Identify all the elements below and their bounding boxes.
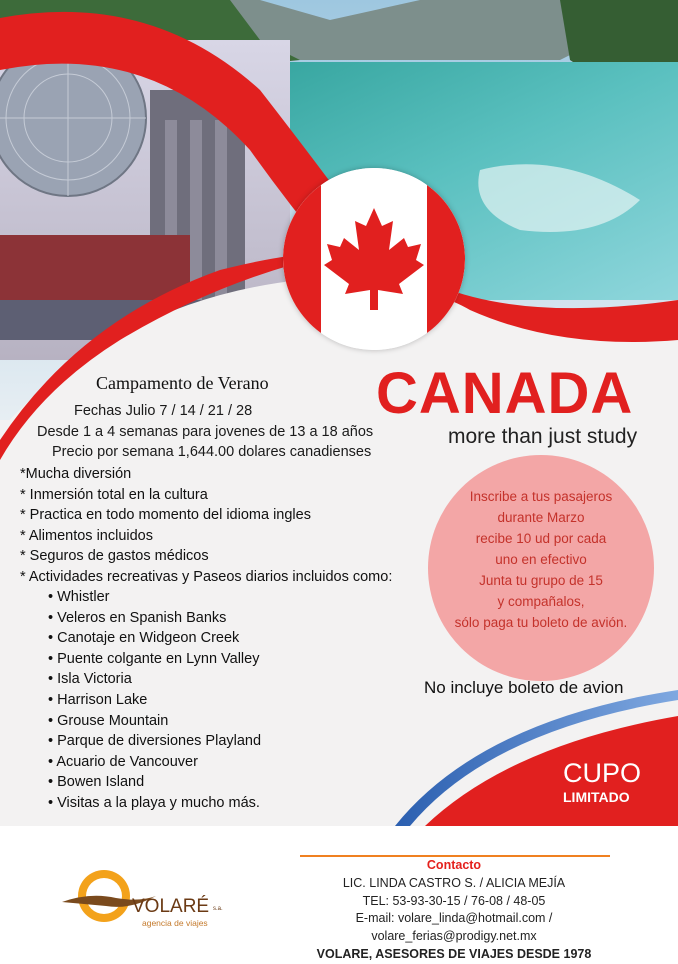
camp-dates: Fechas Julio 7 / 14 / 21 / 28 <box>74 403 253 419</box>
contact-email-1[interactable]: E-mail: volare_linda@hotmail.com / <box>355 911 553 926</box>
maple-leaf-icon <box>283 168 465 350</box>
list-item: • Acuario de Vancouver <box>48 752 261 773</box>
contact-names: LIC. LINDA CASTRO S. / ALICIA MEJÍA <box>342 875 566 890</box>
list-item: • Whistler <box>48 587 261 608</box>
list-item: * Inmersión total en la cultura <box>20 486 208 503</box>
contact-tel: TEL: 53-93-30-15 / 76-08 / 48-05 <box>362 893 546 908</box>
list-item: • Isla Victoria <box>48 669 261 690</box>
list-item: • Bowen Island <box>48 772 261 793</box>
contact-tagline: VOLARE, ASESORES DE VIAJES DESDE 1978 <box>316 946 592 961</box>
list-item: * Seguros de gastos médicos <box>20 548 209 564</box>
activities-list <box>48 587 261 814</box>
list-item: • Canotaje en Widgeon Creek <box>48 628 261 649</box>
list-item: * Actividades recreativas y Paseos diarios incluidos como: <box>20 568 393 585</box>
promo-line: durante Marzo <box>497 510 585 525</box>
list-item: • Puente colgante en Lynn Valley <box>48 649 261 670</box>
list-item: *Mucha diversión <box>20 466 132 482</box>
promo-text <box>428 486 654 633</box>
volare-logo <box>60 866 240 936</box>
list-item: * Alimentos incluidos <box>20 527 153 544</box>
country-heading: CANADA <box>376 361 634 426</box>
contact-heading: Contacto <box>426 858 482 872</box>
logo-subtitle: agencia de viajes <box>142 918 208 928</box>
list-item: • Parque de diversiones Playland <box>48 731 261 752</box>
list-item: • Harrison Lake <box>48 690 261 711</box>
camp-weeks: Desde 1 a 4 semanas para jovenes de 13 a 18 años <box>37 424 374 440</box>
features-list <box>20 464 392 587</box>
contact-email-2[interactable]: volare_ferias@prodigy.net.mx <box>371 929 537 944</box>
contact-block <box>300 857 608 964</box>
camp-title: Campamento de Verano <box>96 373 269 393</box>
tagline: more than just study <box>448 425 638 448</box>
promo-line: Junta tu grupo de 15 <box>479 573 603 588</box>
logo-name: VOLARÉ <box>132 896 210 917</box>
cupo-label: CUPO <box>563 758 642 788</box>
list-item: • Visitas a la playa y mucho más. <box>48 793 261 814</box>
list-item: • Veleros en Spanish Banks <box>48 608 261 629</box>
promo-line: Inscribe a tus pasajeros <box>469 489 613 504</box>
promo-line: recibe 10 ud por cada <box>475 531 607 546</box>
exclusion-note: No incluye boleto de avion <box>424 678 624 697</box>
limitado-label: LIMITADO <box>563 789 630 805</box>
logo-suffix: s.a. <box>213 906 223 912</box>
list-item: • Grouse Mountain <box>48 711 261 732</box>
list-item: * Practica en todo momento del idioma ingles <box>20 507 311 523</box>
camp-price: Precio por semana 1,644.00 dolares canadienses <box>52 444 372 460</box>
promo-line: sólo paga tu boleto de avión. <box>454 615 628 630</box>
promo-line: uno en efectivo <box>495 552 587 567</box>
promo-line: y compañalos, <box>497 594 585 609</box>
canada-flag-circle <box>283 168 465 350</box>
